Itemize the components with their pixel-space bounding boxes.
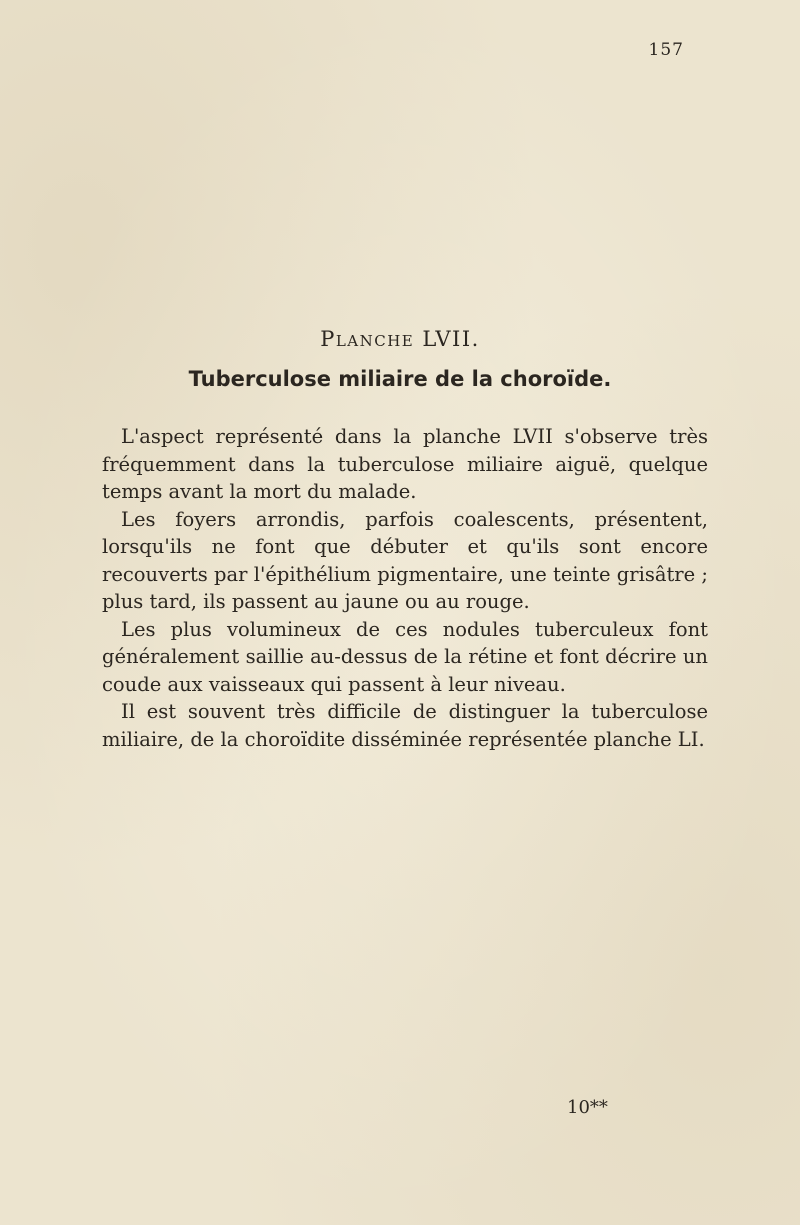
body-text [102, 423, 708, 753]
section-title: Tuberculose miliaire de la choroïde. [188, 367, 612, 391]
page-number: 157 [648, 40, 684, 60]
footer-signature: 10** [567, 1097, 608, 1118]
plate-title: Planche LVII. [320, 327, 480, 351]
paragraph: Les foyers arrondis, parfois coalescents, présentent, lorsqu'ils ne font que débuter et qu'ils sont encore recouverts par l'épithélium pigmentaire, une teinte grisâtre ; plus tard, ils passent au jaune ou au rouge. [102, 507, 708, 613]
paragraph: L'aspect représenté dans la planche LVII s'observe très fréquemment dans la tuberculose miliaire aiguë, quelque temps avant la mort du malade. [102, 425, 708, 503]
paragraph: Il est souvent très difficile de distinguer la tuberculose miliaire, de la choroïdite disséminée représentée planche LI. [102, 700, 708, 751]
paragraph: Les plus volumineux de ces nodules tuberculeux font généralement saillie au-dessus de la rétine et font décrire un coude aux vaisseaux qui passent à leur niveau. [102, 617, 708, 696]
